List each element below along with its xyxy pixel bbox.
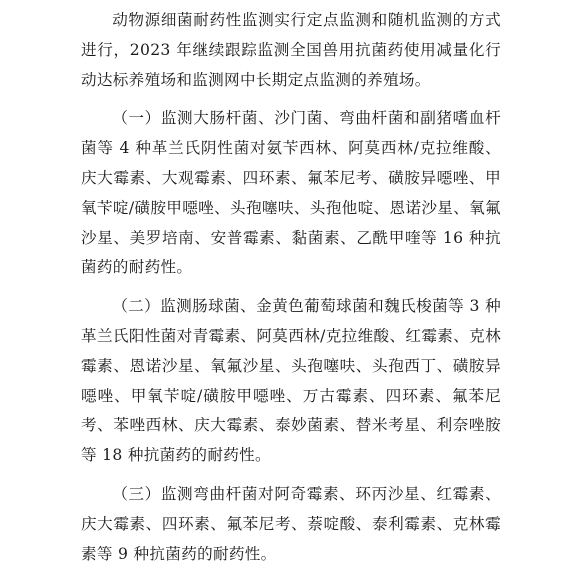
paragraph-campylobacter: （三）监测弯曲杆菌对阿奇霉素、环丙沙星、红霉素、庆大霉素、四环素、氟苯尼考、萘啶酸、泰利霉素、克林霉素等 9 种抗菌药的耐药性。 — [81, 484, 501, 563]
paragraph-intro: 动物源细菌耐药性监测实行定点监测和随机监测的方式进行，2023 年继续跟踪监测全国兽用抗菌药使用减量化行动达标养殖场和监测网中长期定点监测的养殖场。 — [81, 11, 501, 89]
document-body — [81, 6, 501, 578]
paragraph-gram-negative: （一）监测大肠杆菌、沙门菌、弯曲杆菌和副猪嗜血杆菌等 4 种革兰氏阴性菌对氨苄西林、阿莫西林/克拉维酸、庆大霉素、大观霉素、四环素、氟苯尼考、磺胺异噁唑、甲氧苄啶/磺胺甲噁唑、头孢噻呋、头孢他啶、恩诺沙星、氧氟沙星、美罗培南、安普霉素、黏菌素、乙酰甲喹等 16 种抗菌药的耐药性。 — [81, 109, 501, 277]
paragraph-gram-positive: （二）监测肠球菌、金黄色葡萄球菌和魏氏梭菌等 3 种革兰氏阳性菌对青霉素、阿莫西林/克拉维酸、红霉素、克林霉素、恩诺沙星、氧氟沙星、头孢噻呋、头孢西丁、磺胺异噁唑、甲氧苄啶/磺胺甲噁唑、万古霉素、四环素、氟苯尼考、苯唑西林、庆大霉素、泰妙菌素、替米考星、利奈唑胺等 18 种抗菌药的耐药性。 — [81, 297, 501, 465]
